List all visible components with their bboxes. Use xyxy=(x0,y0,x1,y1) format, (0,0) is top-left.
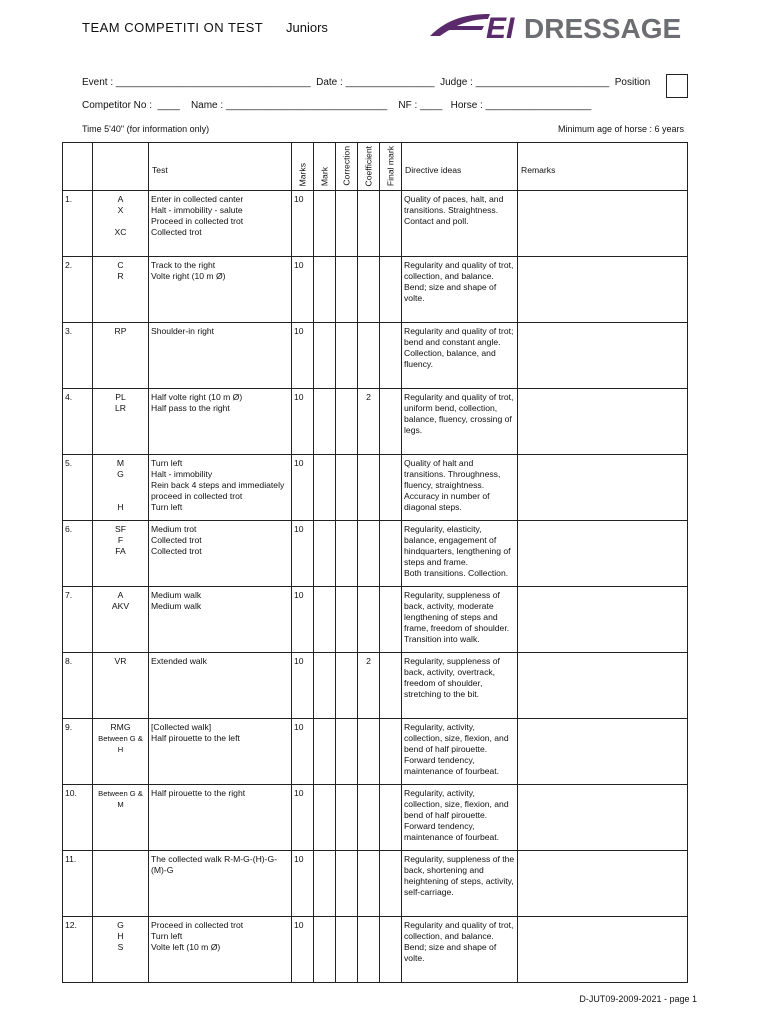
col-num xyxy=(63,143,93,191)
row-number: 11. xyxy=(63,851,93,917)
row-directive: Regularity, activity, collection, size, flexion, and bend of half pirouette. Forward tendency, maintenance of fourbeat. xyxy=(402,785,518,851)
row-correction-input[interactable] xyxy=(336,257,358,323)
table-row xyxy=(63,389,688,455)
row-marks: 10 xyxy=(292,719,314,785)
row-correction-input[interactable] xyxy=(336,653,358,719)
row-marks: 10 xyxy=(292,785,314,851)
row-coefficient xyxy=(358,719,380,785)
col-remarks: Remarks xyxy=(518,143,688,191)
row-number: 10. xyxy=(63,785,93,851)
row-mark-input[interactable] xyxy=(314,323,336,389)
row-number: 6. xyxy=(63,521,93,587)
row-letters: G H S xyxy=(93,917,149,983)
row-test: Extended walk xyxy=(149,653,292,719)
row-final-mark-input[interactable] xyxy=(380,587,402,653)
row-remarks-input[interactable] xyxy=(518,587,688,653)
row-marks: 10 xyxy=(292,389,314,455)
row-remarks-input[interactable] xyxy=(518,653,688,719)
row-letters: RP xyxy=(93,323,149,389)
col-final-mark: Final mark xyxy=(380,143,402,191)
row-remarks-input[interactable] xyxy=(518,389,688,455)
row-marks: 10 xyxy=(292,521,314,587)
table-row xyxy=(63,521,688,587)
row-final-mark-input[interactable] xyxy=(380,191,402,257)
row-mark-input[interactable] xyxy=(314,587,336,653)
row-directive: Regularity and quality of trot, uniform bend, collection, balance, fluency, crossing of legs. xyxy=(402,389,518,455)
row-correction-input[interactable] xyxy=(336,719,358,785)
row-correction-input[interactable] xyxy=(336,389,358,455)
row-correction-input[interactable] xyxy=(336,191,358,257)
row-correction-input[interactable] xyxy=(336,587,358,653)
col-test: Test xyxy=(149,143,292,191)
test-title: TEAM COMPETITI ON TEST xyxy=(82,20,264,35)
row-directive: Regularity and quality of trot, collection, and balance. Bend; size and shape of volte. xyxy=(402,257,518,323)
row-final-mark-input[interactable] xyxy=(380,785,402,851)
row-marks: 10 xyxy=(292,917,314,983)
table-row xyxy=(63,719,688,785)
col-mark: Mark xyxy=(314,143,336,191)
row-correction-input[interactable] xyxy=(336,323,358,389)
row-correction-input[interactable] xyxy=(336,455,358,521)
row-test: Half pirouette to the right xyxy=(149,785,292,851)
row-letters: SF F FA xyxy=(93,521,149,587)
row-final-mark-input[interactable] xyxy=(380,257,402,323)
table-row xyxy=(63,653,688,719)
row-correction-input[interactable] xyxy=(336,785,358,851)
table-row xyxy=(63,323,688,389)
row-mark-input[interactable] xyxy=(314,653,336,719)
row-mark-input[interactable] xyxy=(314,851,336,917)
row-correction-input[interactable] xyxy=(336,917,358,983)
row-coefficient xyxy=(358,521,380,587)
row-coefficient: 2 xyxy=(358,389,380,455)
row-directive: Quality of halt and transitions. Throughness, fluency, straightness. Accuracy in number of diagonal steps. xyxy=(402,455,518,521)
row-number: 2. xyxy=(63,257,93,323)
row-final-mark-input[interactable] xyxy=(380,323,402,389)
table-row xyxy=(63,191,688,257)
row-remarks-input[interactable] xyxy=(518,455,688,521)
col-marks: Marks xyxy=(292,143,314,191)
row-number: 8. xyxy=(63,653,93,719)
row-remarks-input[interactable] xyxy=(518,785,688,851)
row-letters: A X XC xyxy=(93,191,149,257)
row-coefficient xyxy=(358,917,380,983)
row-number: 3. xyxy=(63,323,93,389)
row-mark-input[interactable] xyxy=(314,389,336,455)
row-directive: Quality of paces, halt, and transitions. Straightness. Contact and poll. xyxy=(402,191,518,257)
row-remarks-input[interactable] xyxy=(518,257,688,323)
row-number: 1. xyxy=(63,191,93,257)
row-mark-input[interactable] xyxy=(314,257,336,323)
row-directive: Regularity, suppleness of back, activity, moderate lengthening of steps and frame, freedom of shoulder. Transition into walk. xyxy=(402,587,518,653)
row-test: Medium trot Collected trot Collected trot xyxy=(149,521,292,587)
row-letters: C R xyxy=(93,257,149,323)
row-coefficient xyxy=(358,257,380,323)
row-mark-input[interactable] xyxy=(314,521,336,587)
table-row xyxy=(63,851,688,917)
row-coefficient: 2 xyxy=(358,653,380,719)
row-test: Enter in collected canter Halt - immobility - salute Proceed in collected trot Collected trot xyxy=(149,191,292,257)
row-mark-input[interactable] xyxy=(314,785,336,851)
row-marks: 10 xyxy=(292,257,314,323)
row-remarks-input[interactable] xyxy=(518,917,688,983)
row-directive: Regularity and quality of trot, collection, and balance. Bend; size and shape of volte. xyxy=(402,917,518,983)
row-coefficient xyxy=(358,587,380,653)
row-correction-input[interactable] xyxy=(336,521,358,587)
row-final-mark-input[interactable] xyxy=(380,389,402,455)
row-directive: Regularity, suppleness of the back, shortening and heightening of steps, activity, self-carriage. xyxy=(402,851,518,917)
row-letters-note: Between G & M xyxy=(98,789,143,809)
row-directive: Regularity, activity, collection, size, flexion, and bend of half pirouette. Forward tendency, maintenance of fourbeat. xyxy=(402,719,518,785)
row-final-mark-input[interactable] xyxy=(380,653,402,719)
event-line[interactable]: Event : ___________________________________ Date : ________________ Judge : ________________________ Position xyxy=(82,77,651,88)
table-row xyxy=(63,455,688,521)
row-mark-input[interactable] xyxy=(314,719,336,785)
fei-dressage-logo xyxy=(428,8,710,44)
row-test: Proceed in collected trot Turn left Volte left (10 m Ø) xyxy=(149,917,292,983)
row-remarks-input[interactable] xyxy=(518,191,688,257)
row-letters: PL LR xyxy=(93,389,149,455)
test-category: Juniors xyxy=(286,20,328,35)
col-correction: Correction xyxy=(336,143,358,191)
row-marks: 10 xyxy=(292,323,314,389)
row-marks: 10 xyxy=(292,653,314,719)
competitor-line[interactable]: Competitor No : ____ Name : _____________________________ NF : ____ Horse : ___________________ xyxy=(82,100,592,111)
row-test: Track to the right Volte right (10 m Ø) xyxy=(149,257,292,323)
col-letters xyxy=(93,143,149,191)
row-test: [Collected walk] Half pirouette to the left xyxy=(149,719,292,785)
row-test: Turn left Halt - immobility Rein back 4 steps and immediately proceed in collected trot Turn left xyxy=(149,455,292,521)
row-marks: 10 xyxy=(292,851,314,917)
row-directive: Regularity, elasticity, balance, engagement of hindquarters, lengthening of steps and frame. Both transitions. Collection. xyxy=(402,521,518,587)
table-row xyxy=(63,587,688,653)
time-note: Time 5'40" (for information only) xyxy=(82,124,210,134)
row-directive: Regularity, suppleness of back, activity, overtrack, freedom of shoulder, stretching to the bit. xyxy=(402,653,518,719)
row-final-mark-input[interactable] xyxy=(380,851,402,917)
row-letters: VR xyxy=(93,653,149,719)
row-mark-input[interactable] xyxy=(314,455,336,521)
col-coefficient: Coefficient xyxy=(358,143,380,191)
row-number: 7. xyxy=(63,587,93,653)
row-coefficient xyxy=(358,851,380,917)
page-footer: D-JUT09-2009-2021 - page 1 xyxy=(579,994,697,1004)
position-box[interactable] xyxy=(666,74,688,98)
row-test: Medium walk Medium walk xyxy=(149,587,292,653)
row-remarks-input[interactable] xyxy=(518,719,688,785)
row-letters: A AKV xyxy=(93,587,149,653)
col-directive: Directive ideas xyxy=(402,143,518,191)
row-letters-note: Between G & H xyxy=(98,734,143,754)
score-table xyxy=(62,142,688,983)
row-mark-input[interactable] xyxy=(314,917,336,983)
row-remarks-input[interactable] xyxy=(518,851,688,917)
row-coefficient xyxy=(358,785,380,851)
row-remarks-input[interactable] xyxy=(518,521,688,587)
row-number: 12. xyxy=(63,917,93,983)
row-test: The collected walk R-M-G-(H)-G-(M)-G xyxy=(149,851,292,917)
row-coefficient xyxy=(358,455,380,521)
row-letters xyxy=(93,785,149,851)
row-final-mark-input[interactable] xyxy=(380,521,402,587)
row-letters xyxy=(93,851,149,917)
row-letters: RMG Between G & H xyxy=(93,719,149,785)
row-letters: M G H xyxy=(93,455,149,521)
row-marks: 10 xyxy=(292,191,314,257)
row-final-mark-input[interactable] xyxy=(380,719,402,785)
row-correction-input[interactable] xyxy=(336,851,358,917)
row-number: 5. xyxy=(63,455,93,521)
row-directive: Regularity and quality of trot; bend and constant angle. Collection, balance, and fluency. xyxy=(402,323,518,389)
table-row xyxy=(63,917,688,983)
row-number: 4. xyxy=(63,389,93,455)
row-coefficient xyxy=(358,191,380,257)
row-test: Half volte right (10 m Ø) Half pass to the right xyxy=(149,389,292,455)
row-mark-input[interactable] xyxy=(314,191,336,257)
row-remarks-input[interactable] xyxy=(518,323,688,389)
svg-text:DRESSAGE: DRESSAGE xyxy=(524,13,682,44)
min-age-note: Minimum age of horse : 6 years xyxy=(558,124,685,134)
row-marks: 10 xyxy=(292,587,314,653)
row-test: Shoulder-in right xyxy=(149,323,292,389)
row-marks: 10 xyxy=(292,455,314,521)
row-final-mark-input[interactable] xyxy=(380,455,402,521)
row-final-mark-input[interactable] xyxy=(380,917,402,983)
table-row xyxy=(63,785,688,851)
row-coefficient xyxy=(358,323,380,389)
table-row xyxy=(63,257,688,323)
svg-text:EI: EI xyxy=(486,12,515,44)
row-number: 9. xyxy=(63,719,93,785)
